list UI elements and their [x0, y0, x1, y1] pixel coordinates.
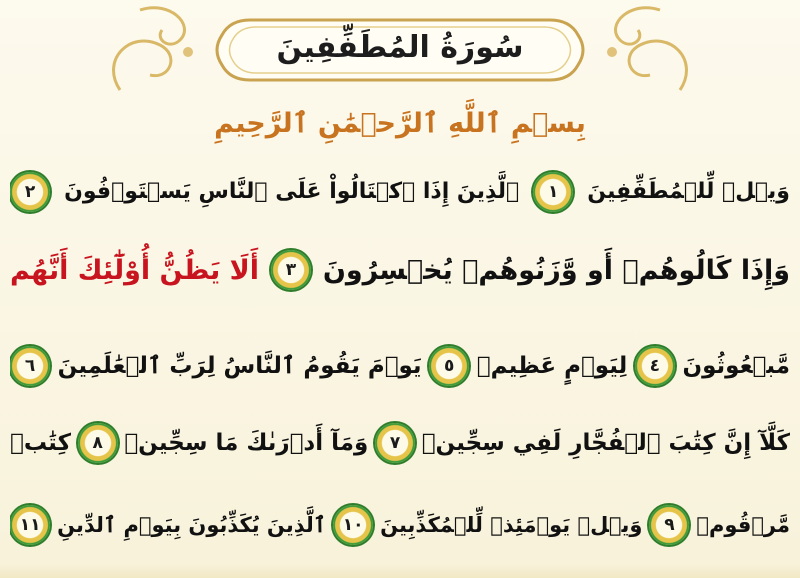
quran-line-2 [10, 242, 790, 298]
ayah-number-marker: ٧ [375, 423, 415, 463]
ayah-number-marker: ١١ [10, 505, 50, 545]
verse-text: وَإِذَا كَالُوهُمۡ أَو وَّزَنُوهُمۡ يُخۡسِرُونَ [322, 254, 790, 286]
surah-title: سُورَةُ المُطَفِّفِينَ [276, 30, 524, 65]
verse-text: كَلَّآ إِنَّ كِتَٰبَ ٱلۡفُجَّارِ لَفِي سِجِّينٖ [421, 429, 790, 456]
verse-text: وَمَآ أَدۡرَىٰكَ مَا سِجِّينٞ [124, 429, 369, 456]
ayah-number-marker: ٥ [429, 346, 469, 386]
ayah-number-marker: ٣ [271, 250, 311, 290]
ayah-number-marker: ٢ [10, 172, 50, 212]
verse-text: وَيۡلٞ لِّلۡمُطَفِّفِينَ [587, 179, 790, 204]
ayah-number-marker: ٩ [649, 505, 689, 545]
verse-text: مَّرۡقُومٞ [696, 512, 790, 537]
verse-text: كِتَٰبٞ [10, 429, 71, 456]
quran-line-4 [10, 415, 790, 471]
quran-line-5 [10, 497, 790, 553]
surah-header-frame [100, 0, 700, 100]
basmala: بِسۡمِ ٱللَّهِ ٱلرَّحۡمَٰنِ ٱلرَّحِيمِ [214, 108, 586, 139]
verse-text: لِيَوۡمٍ عَظِيمٖ [476, 352, 628, 379]
verse-text: ٱلَّذِينَ يُكَذِّبُونَ بِيَوۡمِ ٱلدِّينِ [57, 512, 327, 537]
ayah-number-marker: ٨ [78, 423, 118, 463]
ayah-number-marker: ٤ [635, 346, 675, 386]
verse-text-highlighted: أَلَا يَظُنُّ أُوْلَٰٓئِكَ أَنَّهُم [10, 254, 260, 286]
verse-text: مَّبۡعُوثُونَ [682, 352, 790, 379]
page-bottom-edge [0, 564, 800, 578]
verse-text: وَيۡلٞ يَوۡمَئِذٖ لِّلۡمُكَذِّبِينَ [380, 512, 643, 537]
verse-text: يَوۡمَ يَقُومُ ٱلنَّاسُ لِرَبِّ ٱلۡعَٰلَمِينَ [57, 352, 422, 379]
verse-text: ٱلَّذِينَ إِذَا ٱكۡتَالُواْ عَلَى ٱلنَّاسِ يَسۡتَوۡفُونَ [64, 179, 520, 204]
ayah-number-marker: ٦ [10, 346, 50, 386]
ayah-number-marker: ١٠ [333, 505, 373, 545]
quran-line-1 [10, 164, 790, 220]
ayah-number-marker: ١ [533, 172, 573, 212]
quran-line-3 [10, 338, 790, 394]
